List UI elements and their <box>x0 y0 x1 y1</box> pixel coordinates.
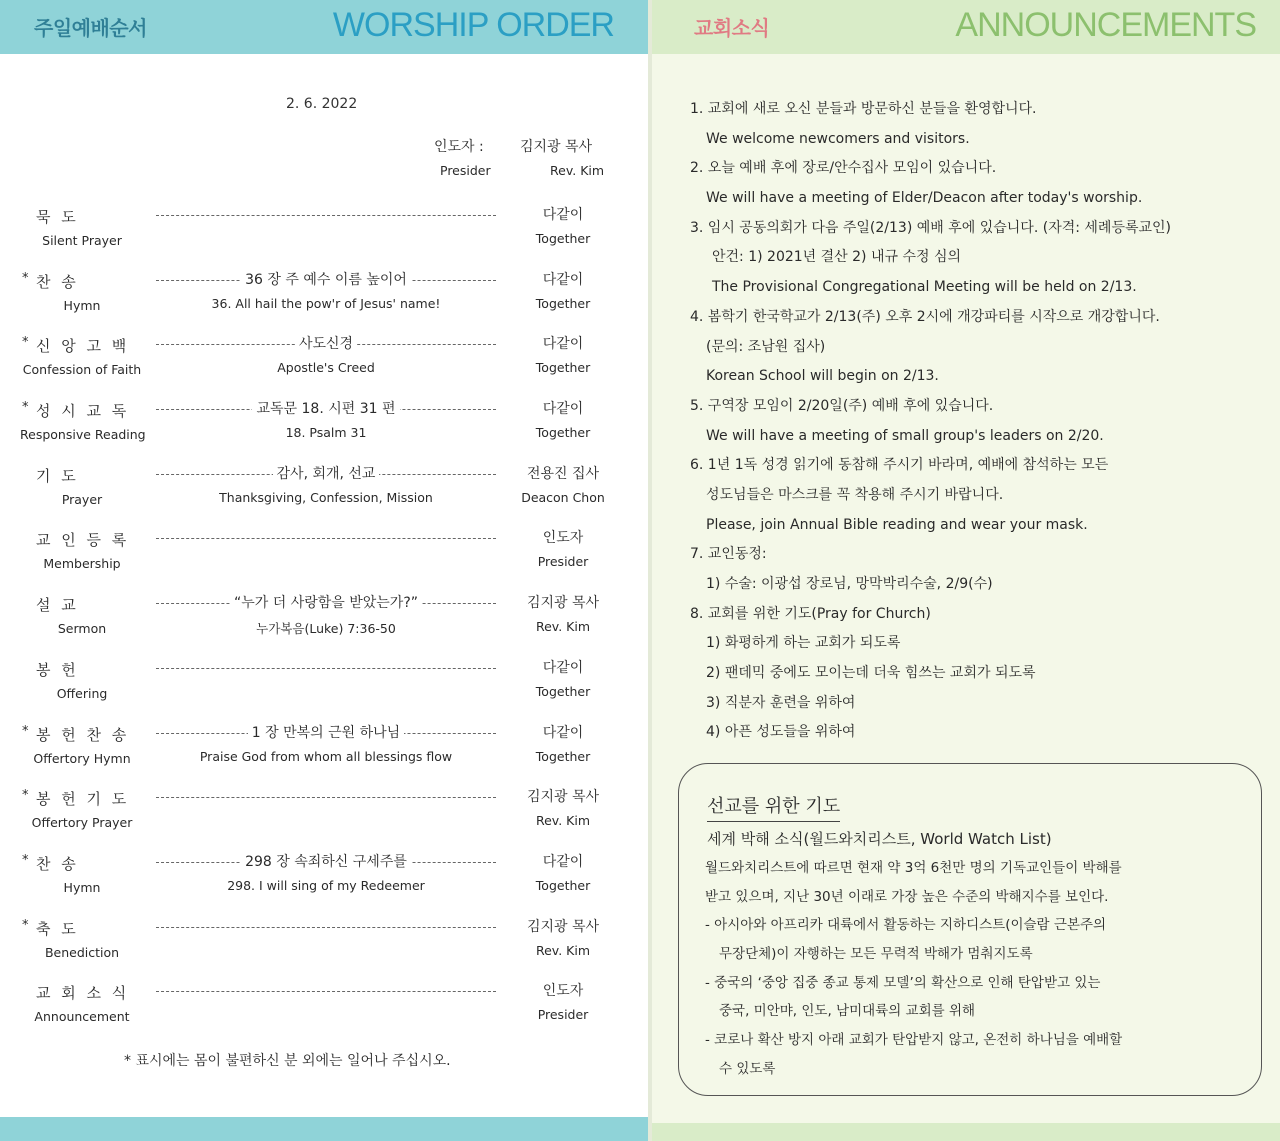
order-leader-en: Together <box>535 360 591 376</box>
order-item-en: Silent Prayer <box>42 233 122 248</box>
mission-prayer-line: - 중국의 ‘중앙 집중 종교 통제 모델’의 확산으로 인해 탄압받고 있는 <box>705 974 1101 991</box>
order-item-en: Offering <box>56 685 108 701</box>
order-content-en: Praise God from whom all blessings flow <box>199 748 453 764</box>
order-leader-en: Rev. Kim <box>535 813 591 829</box>
order-row <box>0 461 648 526</box>
order-item-en: Responsive Reading <box>20 427 146 443</box>
standing-marker: * <box>22 723 29 739</box>
order-leader-en: Together <box>535 231 591 246</box>
order-content-en: 36. All hail the pow'r of Jesus' name! <box>211 295 441 311</box>
order-content-ko-text: 감사, 회개, 선교 <box>273 466 380 482</box>
order-item-ko: 교 인 등 록 <box>36 531 130 550</box>
announcement-line: 성도님들은 마스크를 꼭 착용해 주시기 바랍니다. <box>706 486 1004 503</box>
order-item-ko: 성 시 교 독 <box>36 402 130 421</box>
mission-prayer-line: 월드와치리스트에 따르면 현재 약 3억 6천만 명의 기독교인들이 박해를 <box>705 860 1122 876</box>
mission-prayer-box <box>678 763 1262 1096</box>
announcement-line: 4. 봄학기 한국학교가 2/13(주) 오후 2시에 개강파티를 시작으로 개강합니다. <box>690 308 1160 325</box>
order-leader-ko: 다같이 <box>542 853 584 870</box>
announcement-line: 3) 직분자 훈련을 위하여 <box>706 694 856 711</box>
presider-name-ko: 김지광 목사 <box>520 139 593 155</box>
announcement-line: 안건: 1) 2021년 결산 2) 내규 수정 심의 <box>712 249 961 266</box>
dotted-leader-line <box>156 668 496 669</box>
order-leader-ko: 김지광 목사 <box>526 789 600 806</box>
order-leader-ko: 다같이 <box>542 659 584 676</box>
order-item-ko: 축 도 <box>36 919 79 938</box>
announcement-line: We welcome newcomers and visitors. <box>706 130 970 147</box>
mission-prayer-subtitle: 세계 박해 소식(월드와치리스트, World Watch List) <box>707 830 1052 848</box>
order-row <box>0 784 648 849</box>
worship-order-title-en: WORSHIP ORDER <box>332 6 614 44</box>
order-row <box>0 202 648 267</box>
dotted-leader-line <box>156 991 496 992</box>
worship-order-list <box>0 202 648 1043</box>
order-leader-en: Presider <box>537 1007 589 1023</box>
order-leader-en: Deacon Chon <box>521 489 605 505</box>
order-content-ko <box>156 851 496 871</box>
order-content-en: Thanksgiving, Confession, Mission <box>219 489 433 505</box>
dotted-leader-line <box>156 538 496 539</box>
announcement-line: 1. 교회에 새로 오신 분들과 방문하신 분들을 환영합니다. <box>690 101 1037 117</box>
mission-prayer-line: 무장단체)이 자행하는 모든 무력적 박해가 멈춰지도록 <box>719 946 1033 963</box>
announcements-footer-bar <box>652 1123 1280 1141</box>
order-leader-en: Presider <box>537 554 589 570</box>
announcement-line: 8. 교회를 위한 기도(Pray for Church) <box>690 605 931 622</box>
dotted-leader-line <box>156 927 496 928</box>
order-leader-en: Together <box>535 748 591 764</box>
order-row <box>0 525 648 590</box>
worship-order-footer-bar <box>0 1117 648 1141</box>
mission-prayer-line: - 코로나 확산 방지 아래 교회가 탄압받지 않고, 온전히 하나님을 예배할 <box>705 1032 1123 1049</box>
announcement-line: Korean School will begin on 2/13. <box>706 368 939 385</box>
announcements-title-en: ANNOUNCEMENTS <box>955 6 1256 44</box>
announcement-line: 2) 팬데믹 중에도 모이는데 더욱 힘쓰는 교회가 되도록 <box>706 665 1036 682</box>
order-content-ko-text: 사도신경 <box>295 336 357 352</box>
order-leader-ko: 다같이 <box>542 271 584 288</box>
order-content-ko <box>156 592 496 612</box>
order-content-ko-text: 1 장 만복의 근원 하나님 <box>248 725 404 741</box>
order-leader-en: Together <box>535 295 591 311</box>
order-row <box>0 914 648 979</box>
order-leader-ko: 인도자 <box>542 983 584 1000</box>
order-item-ko: 설 교 <box>36 596 79 615</box>
order-content-ko <box>156 463 496 483</box>
order-leader-ko: 인도자 <box>542 530 584 547</box>
mission-prayer-line: 수 있도록 <box>719 1060 776 1077</box>
order-content-ko <box>156 398 496 418</box>
standing-marker: * <box>22 400 29 416</box>
order-row <box>0 396 648 461</box>
order-leader-ko: 전용진 집사 <box>526 465 600 482</box>
order-leader-en: Rev. Kim <box>535 619 591 635</box>
order-row <box>0 331 648 396</box>
announcement-line: We will have a meeting of small group's leaders on 2/20. <box>706 427 1104 444</box>
order-item-ko: 기 도 <box>36 466 79 485</box>
order-content-ko-text: “누가 더 사랑함을 받았는가?” <box>230 595 422 611</box>
order-content-ko-text: 298 장 속죄하신 구세주를 <box>241 854 411 870</box>
order-leader-ko: 김지광 목사 <box>526 595 600 612</box>
announcements-title-ko: 교회소식 <box>694 16 770 40</box>
order-item-en: Membership <box>43 556 121 572</box>
standing-marker: * <box>22 335 29 351</box>
order-item-ko: 찬 송 <box>36 854 79 873</box>
order-item-en: Sermon <box>57 621 107 637</box>
order-item-en: Confession of Faith <box>22 362 142 378</box>
order-content-ko-text: 교독문 18. 시편 31 편 <box>252 401 399 417</box>
announcements-page <box>652 0 1280 1141</box>
announcement-line: The Provisional Congregational Meeting will be held on 2/13. <box>712 279 1137 296</box>
standing-marker: * <box>22 270 29 286</box>
order-item-ko: 봉 헌 찬 송 <box>36 725 130 744</box>
mission-prayer-line: 중국, 미안먀, 인도, 남미대륙의 교회를 위해 <box>719 1003 976 1020</box>
order-row <box>0 267 648 332</box>
order-leader-en: Together <box>535 683 591 699</box>
presider-label-en: Presider <box>440 163 491 178</box>
announcement-line: We will have a meeting of Elder/Deacon after today's worship. <box>706 190 1143 207</box>
order-item-ko: 봉 헌 <box>36 660 79 679</box>
order-content-en: 18. Psalm 31 <box>285 425 367 441</box>
order-item-en: Prayer <box>61 491 103 507</box>
standing-marker: * <box>22 788 29 804</box>
order-content-en: 298. I will sing of my Redeemer <box>227 877 425 893</box>
order-leader-en: Together <box>535 425 591 441</box>
announcement-line: (문의: 조남원 집사) <box>706 338 826 355</box>
order-item-en: Hymn <box>63 879 101 895</box>
mission-prayer-body <box>705 858 1245 1088</box>
announcement-line: 5. 구역장 모임이 2/20일(주) 예배 후에 있습니다. <box>690 397 994 414</box>
order-row <box>0 655 648 720</box>
order-item-ko: 신 앙 고 백 <box>36 337 130 356</box>
mission-prayer-title: 선교를 위한 기도 <box>707 792 840 818</box>
order-content-ko-text: 36 장 주 예수 이름 높이어 <box>241 272 411 288</box>
mission-prayer-line: - 아시아와 아프리카 대륙에서 활동하는 지하디스트(이슬람 근본주의 <box>705 917 1107 934</box>
announcement-line: 3. 임시 공동의회가 다음 주일(2/13) 예배 후에 있습니다. (자격: 세례등록교인) <box>690 219 1172 236</box>
standing-note: * 표시에는 몸이 불편하신 분 외에는 일어나 주십시오. <box>124 1053 451 1069</box>
order-item-en: Hymn <box>63 297 101 313</box>
order-item-en: Announcement <box>34 1009 130 1025</box>
order-content-en: 누가복음(Luke) 7:36-50 <box>256 621 396 637</box>
order-item-ko: 교 회 소 식 <box>36 984 130 1003</box>
order-leader-en: Together <box>535 877 591 893</box>
order-item-ko: 봉 헌 기 도 <box>36 790 130 809</box>
order-leader-ko: 다같이 <box>542 207 584 223</box>
announcement-line: 2. 오늘 예배 후에 장로/안수집사 모임이 있습니다. <box>690 160 997 177</box>
standing-marker: * <box>22 917 29 933</box>
order-item-en: Benediction <box>44 944 120 960</box>
order-row <box>0 978 648 1043</box>
announcement-line: 1) 화평하게 하는 교회가 되도록 <box>706 635 901 652</box>
order-item-ko: 묵 도 <box>36 208 79 226</box>
order-leader-ko: 다같이 <box>542 724 584 741</box>
dotted-leader-line <box>156 215 496 216</box>
service-date: 2. 6. 2022 <box>286 96 358 112</box>
order-row <box>0 720 648 785</box>
dotted-leader-line <box>156 797 496 798</box>
announcement-line: Please, join Annual Bible reading and wear your mask. <box>706 516 1088 533</box>
announcements-header <box>652 0 1280 54</box>
order-row <box>0 849 648 914</box>
mission-prayer-line: 받고 있으며, 지난 30년 이래로 가장 높은 수준의 박해지수를 보인다. <box>705 888 1109 905</box>
order-leader-ko: 다같이 <box>542 401 584 418</box>
announcement-line: 7. 교인동정: <box>690 546 767 563</box>
order-content-ko <box>156 269 496 289</box>
order-leader-ko: 김지광 목사 <box>526 918 600 935</box>
order-item-en: Offertory Prayer <box>31 815 133 831</box>
worship-order-title-ko: 주일예배순서 <box>34 16 147 40</box>
order-row <box>0 590 648 655</box>
announcement-line: 6. 1년 1독 성경 읽기에 동참해 주시기 바라며, 예배에 참석하는 모든 <box>690 457 1109 474</box>
order-item-ko: 찬 송 <box>36 272 79 291</box>
standing-marker: * <box>22 852 29 868</box>
order-leader-ko: 다같이 <box>542 336 584 353</box>
announcement-line: 4) 아픈 성도들을 위하여 <box>706 724 856 741</box>
order-content-ko <box>156 333 496 353</box>
order-leader-en: Rev. Kim <box>535 942 591 958</box>
presider-label-ko: 인도자 : <box>434 139 484 155</box>
announcement-list <box>690 98 1270 751</box>
order-item-en: Offertory Hymn <box>33 750 131 766</box>
presider-name-en: Rev. Kim <box>550 163 605 178</box>
worship-order-header <box>0 0 648 54</box>
order-content-ko <box>156 722 496 742</box>
order-content-en: Apostle's Creed <box>277 360 375 376</box>
announcement-line: 1) 수술: 이광섭 장로님, 망막박리수술, 2/9(수) <box>706 576 993 592</box>
